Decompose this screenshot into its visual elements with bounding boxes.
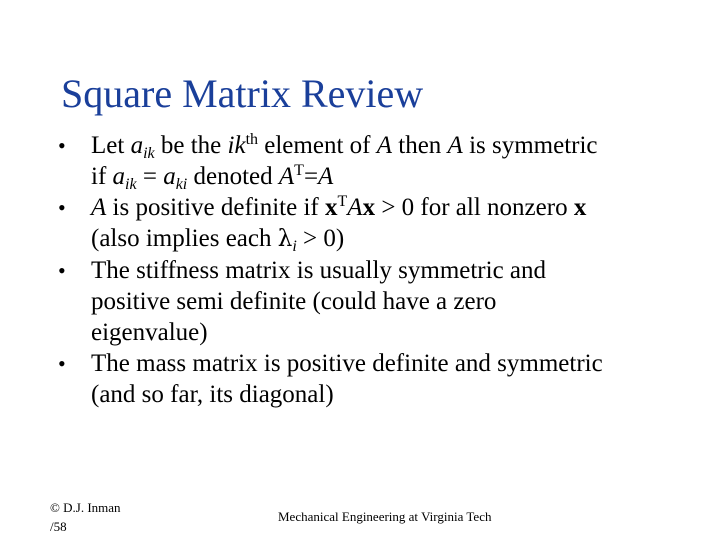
bullet-dot-icon: • (58, 195, 66, 220)
bullet-dot-icon: • (58, 258, 66, 283)
bullet-line: if $a_{ik} = a_{ki}$ denoted $A^T=A$ (91, 162, 334, 193)
page-number: /58 (50, 519, 67, 534)
bullet-dot-icon: • (58, 133, 66, 158)
bullet-line: The mass matrix is positive definite and symmetric (91, 350, 603, 377)
bullet-line: Let $a_{ik}$ be the $ik^{th}$ element of A then A is symmetric (91, 131, 598, 162)
copyright-text: © D.J. Inman (50, 500, 121, 515)
bullet-item-stiffness (55, 255, 695, 348)
bullet-line: positive semi definite (could have a zero (91, 288, 497, 315)
footer-author (50, 498, 121, 536)
bullet-item-symmetric (55, 130, 695, 192)
bullet-line: (also implies each $\lambda_i > 0$) (91, 225, 345, 255)
bullet-line: eigenvalue) (91, 319, 208, 346)
footer-institution: Mechanical Engineering at Virginia Tech (278, 509, 492, 524)
bullet-line: (and so far, its diagonal) (91, 381, 334, 408)
bullet-item-positive-definite (55, 192, 695, 255)
slide-title: Square Matrix Review (61, 71, 424, 116)
bullet-line: The stiffness matrix is usually symmetric and (91, 257, 547, 284)
bullet-dot-icon: • (58, 351, 66, 376)
lambda-symbol: λ (277, 226, 293, 252)
bullet-item-mass (55, 348, 695, 410)
bullet-line: A is positive definite if $x^TAx > 0$ for all nonzero x (91, 193, 587, 221)
bullet-list (55, 130, 695, 410)
